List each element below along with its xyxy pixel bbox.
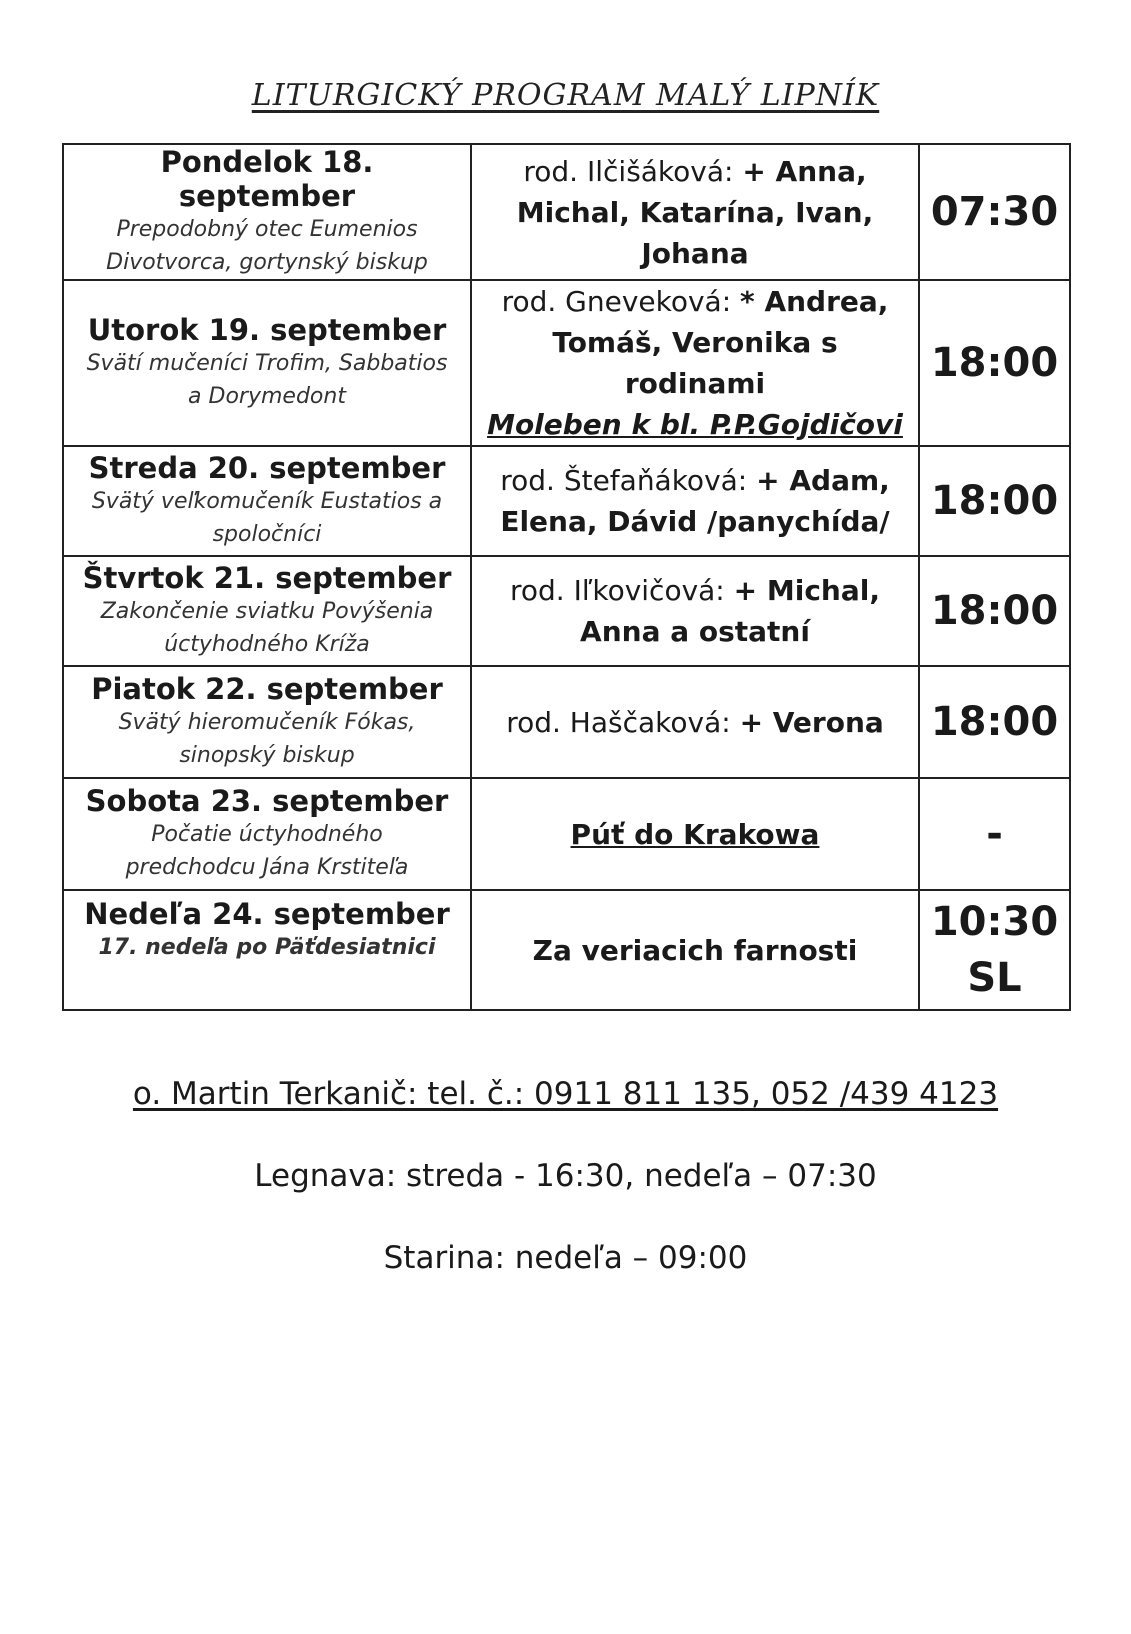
feast-line: Svätý hieromučeník Fókas, [118, 710, 416, 735]
intention-line: Za veriacich farnosti [532, 933, 858, 967]
intention-cell [471, 144, 919, 280]
service-time: 18:00 [930, 340, 1059, 386]
feast-line: Svätý veľkomučeník Eustatios a [91, 489, 443, 514]
day-cell [63, 556, 471, 666]
service-time: - [986, 811, 1003, 857]
intention-cell [471, 890, 919, 1010]
service-time: 07:30 [930, 189, 1059, 235]
feast-line: 17. nedeľa po Päťdesiatnici [98, 935, 436, 960]
intention-line [478, 460, 912, 501]
time-cell [919, 144, 1070, 280]
feast-line: spoločníci [212, 522, 322, 547]
intention-cell [471, 666, 919, 778]
day-label: Nedeľa 24. september [84, 897, 450, 931]
day-cell [63, 280, 471, 446]
intention-family: rod. Iľkovičová: [510, 574, 734, 607]
day-label: Piatok 22. september [91, 672, 443, 706]
day-cell [63, 446, 471, 556]
service-time: 18:00 [930, 478, 1059, 524]
time-cell [919, 890, 1070, 1010]
intention-cell [471, 556, 919, 666]
intention-line: Anna a ostatní [580, 615, 810, 648]
intention-names: + Michal, [733, 574, 880, 607]
time-cell [919, 778, 1070, 890]
intention-line: Elena, Dávid /panychída/ [500, 505, 890, 538]
feast-line: Prepodobný otec Eumenios [116, 217, 418, 242]
day-cell [63, 666, 471, 778]
intention-line: Johana [641, 236, 749, 270]
feast-line: Zakončenie sviatku Povýšenia [100, 599, 434, 624]
day-label: Pondelok 18. september [160, 145, 374, 213]
intention-line: Michal, Katarína, Ivan, [516, 195, 874, 229]
intention-cell [471, 446, 919, 556]
intention-names: + Adam, [756, 464, 890, 497]
time-cell [919, 280, 1070, 446]
intention-names: + Verona [739, 705, 884, 739]
feast-line: a Dorymedont [188, 384, 346, 409]
feast-line: úctyhodného Kríža [164, 632, 370, 657]
schedule-table [62, 143, 1071, 1011]
feast-line: sinopský biskup [179, 743, 355, 768]
day-cell [63, 778, 471, 890]
service-note: SL [967, 955, 1022, 1001]
day-label: Utorok 19. september [87, 313, 447, 347]
pilgrimage-label: Púť do Krakowa [570, 817, 820, 851]
feast-line: Divotvorca, gortynský biskup [106, 250, 428, 275]
intention-line [478, 702, 912, 743]
intention-family: rod. Ilčišáková: [523, 154, 743, 188]
intention-names: * Andrea, [740, 285, 889, 318]
day-label: Sobota 23. september [85, 784, 449, 818]
table-row [63, 666, 1070, 778]
table-row [63, 280, 1070, 446]
intention-line [478, 281, 912, 322]
intention-family: rod. Gneveková: [501, 285, 741, 318]
service-time: 10:30 [930, 899, 1059, 945]
intention-line [478, 151, 912, 192]
day-cell [63, 144, 471, 280]
intention-cell [471, 778, 919, 890]
table-row [63, 890, 1070, 1010]
table-row [63, 144, 1070, 280]
day-label: Streda 20. september [88, 451, 446, 485]
time-cell [919, 556, 1070, 666]
intention-names: + Anna, [742, 154, 867, 188]
intention-line: Tomáš, Veronika s rodinami [552, 326, 838, 400]
table-row [63, 556, 1070, 666]
feast-line: predchodcu Jána Krstiteľa [125, 855, 409, 880]
intention-family: rod. Štefaňáková: [500, 464, 757, 497]
feast-line: Svätí mučeníci Trofim, Sabbatios [86, 351, 448, 376]
intention-line [478, 570, 912, 611]
priest-contact: o. Martin Terkanič: tel. č.: 0911 811 135, 052 /439 4123 [132, 1076, 999, 1112]
table-row [63, 446, 1070, 556]
legnava-schedule: Legnava: streda - 16:30, nedeľa – 07:30 [254, 1158, 877, 1194]
service-time: 18:00 [930, 588, 1059, 634]
moleben-line: Moleben k bl. P.P.Gojdičovi [487, 408, 903, 441]
page-title: LITURGICKÝ PROGRAM MALÝ LIPNÍK [251, 78, 880, 113]
intention-cell [471, 280, 919, 446]
day-label: Štvrtok 21. september [82, 561, 452, 595]
day-cell [63, 890, 471, 1010]
time-cell [919, 666, 1070, 778]
starina-schedule: Starina: nedeľa – 09:00 [383, 1240, 748, 1276]
service-time: 18:00 [930, 699, 1059, 745]
time-cell [919, 446, 1070, 556]
feast-line: Počatie úctyhodného [151, 822, 383, 847]
table-row [63, 778, 1070, 890]
intention-family: rod. Haščaková: [506, 705, 740, 739]
